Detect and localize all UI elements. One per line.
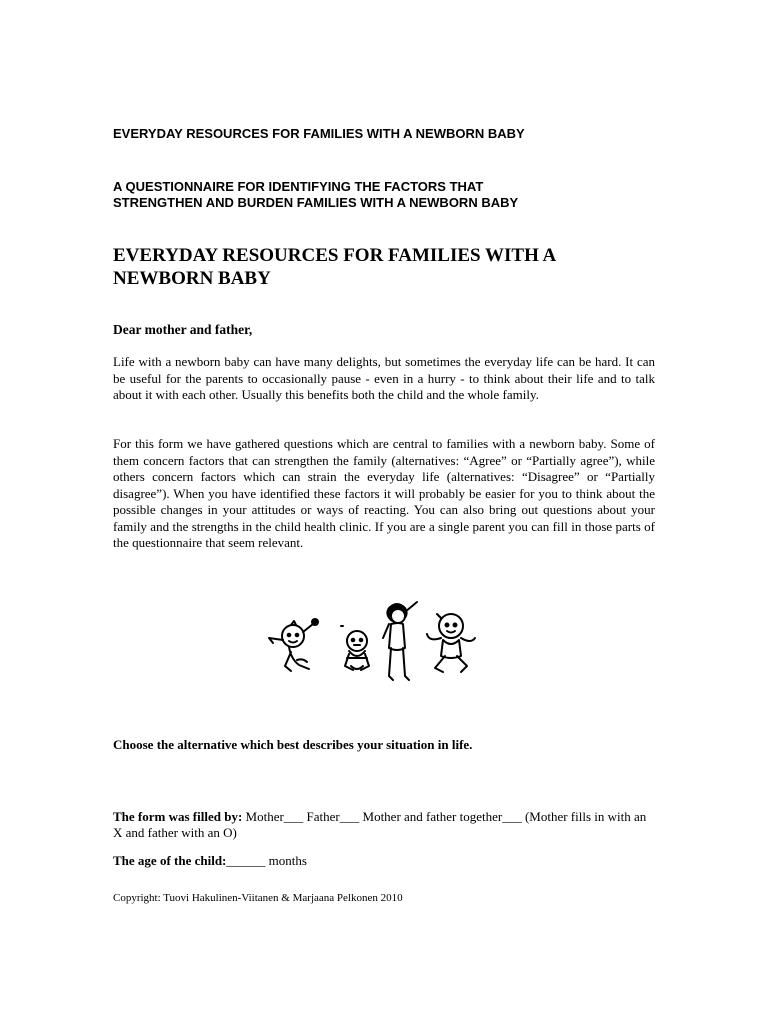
baby-4-icon bbox=[427, 614, 475, 672]
filled-by-row bbox=[113, 809, 655, 841]
document-title: EVERYDAY RESOURCES FOR FAMILIES WITH A NEWBORN BABY bbox=[113, 126, 525, 141]
section-heading bbox=[113, 244, 653, 290]
filled-by-label: The form was filled by: bbox=[113, 809, 243, 824]
filled-by-options: Mother___ Father___ Mother and father together___ (Mother fills in with an X and father with an O) bbox=[113, 809, 647, 840]
copyright-notice: Copyright: Tuovi Hakulinen-Viitanen & Marjaana Pelkonen 2010 bbox=[113, 892, 403, 904]
baby-1-icon bbox=[269, 619, 318, 671]
baby-2-icon bbox=[341, 626, 369, 670]
instruction-text: Choose the alternative which best describes your situation in life. bbox=[113, 737, 473, 752]
babies-illustration bbox=[261, 596, 521, 686]
child-age-row bbox=[113, 853, 307, 869]
form-description-paragraph: For this form we have gathered questions which are central to families with a newborn baby. Some of them concern factors that can strengthen the family (alternatives: “Agree” or “Partially agree”), while others concern factors which can strain the everyday life (alternatives: “Disagree” or “Partially disagree”). When you have identified these factors it will probably be easier for you to think about the possible changes in your attitudes or ways of reacting. You can also bring out questions about your family and the strengths in the child health clinic. If you are a single parent you can fill in those parts of the questionnaire that seem relevant. bbox=[113, 436, 655, 550]
child-age-label: The age of the child: bbox=[113, 853, 227, 868]
intro-paragraph: Life with a newborn baby can have many delights, but sometimes the everyday life can be hard. It can be useful for the parents to occasionally pause - even in a hurry - to think about their life and to talk about it with each other. Usually this benefits both the child and the whole family. bbox=[113, 354, 655, 402]
section-heading-line-2: NEWBORN BABY bbox=[113, 268, 271, 289]
subtitle-line-2: STRENGTHEN AND BURDEN FAMILIES WITH A NEWBORN BABY bbox=[113, 195, 519, 210]
subtitle-line-1: A QUESTIONNAIRE FOR IDENTIFYING THE FACTORS THAT bbox=[113, 179, 484, 194]
greeting: Dear mother and father, bbox=[113, 322, 253, 337]
section-heading-line-1: EVERYDAY RESOURCES FOR FAMILIES WITH A bbox=[113, 245, 557, 266]
questionnaire-subtitle bbox=[113, 179, 673, 211]
child-age-field: ______ months bbox=[226, 853, 307, 868]
baby-3-icon bbox=[383, 602, 417, 680]
